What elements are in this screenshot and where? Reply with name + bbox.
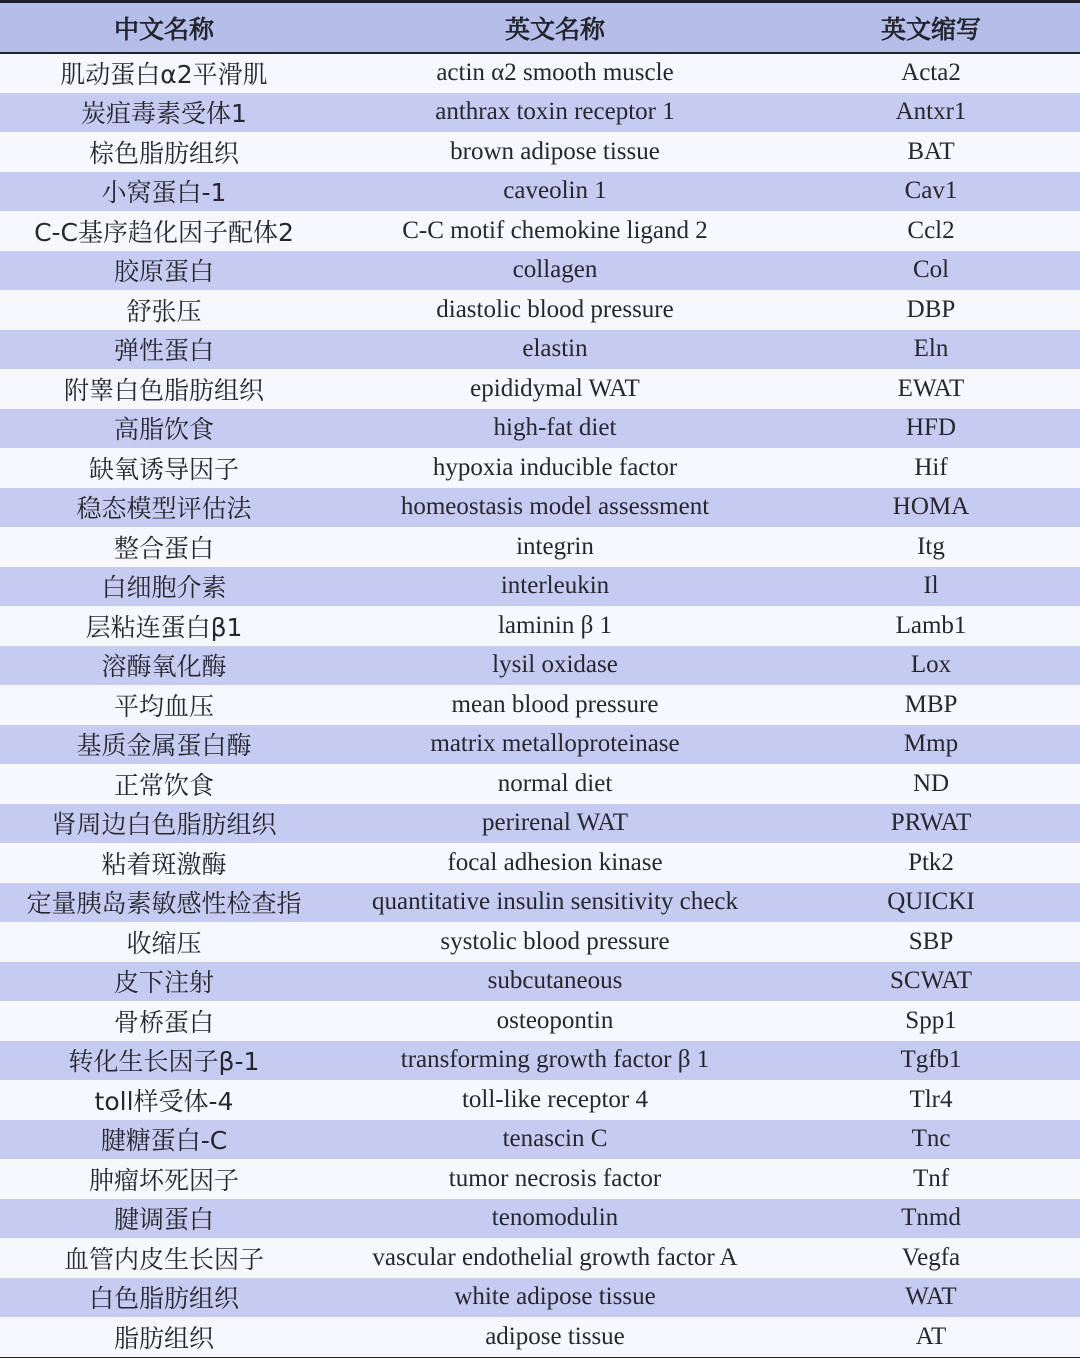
cell-abbreviation: AT [915, 1322, 947, 1350]
cell-abbreviation: DBP [906, 295, 956, 323]
table-row [0, 685, 1080, 725]
cell-abbreviation: Vegfa [901, 1243, 961, 1271]
table-row [0, 251, 1080, 291]
header-row [0, 3, 1080, 53]
table-row [0, 1238, 1080, 1278]
cell-abbreviation: ND [912, 769, 950, 797]
cell-abbreviation: Lox [910, 651, 952, 679]
cell-english-name: integrin [516, 532, 594, 560]
cell-abbreviation: HFD [905, 414, 956, 442]
cell-abbreviation: Spp1 [905, 1006, 957, 1034]
table-row [0, 290, 1080, 330]
cell-chinese-name: 舒张压 [126, 296, 202, 326]
cell-english-name: mean blood pressure [451, 690, 659, 718]
cell-abbreviation: Ptk2 [908, 848, 954, 876]
cell-english-name: diastolic blood pressure [436, 295, 674, 323]
cell-abbreviation: QUICKI [887, 888, 975, 916]
cell-abbreviation: Tnc [911, 1125, 951, 1153]
table-header [0, 3, 1080, 53]
cell-english-name: transforming growth factor β 1 [400, 1046, 710, 1074]
cell-chinese-name: 缺氧诱导因子 [88, 454, 239, 484]
cell-english-name: interleukin [500, 572, 610, 600]
table-row [0, 725, 1080, 765]
cell-chinese-name: toll样受体-4 [94, 1086, 234, 1116]
cell-english-name: tenomodulin [491, 1204, 619, 1232]
table-row [0, 1199, 1080, 1239]
table-row [0, 883, 1080, 923]
cell-english-name: tenascin C [502, 1125, 608, 1153]
cell-chinese-name: 小窝蛋白-1 [101, 178, 227, 208]
table-row [0, 1001, 1080, 1041]
cell-abbreviation: EWAT [897, 374, 965, 402]
cell-english-name: collagen [512, 256, 598, 284]
cell-chinese-name: 脂肪组织 [113, 1323, 214, 1353]
cell-abbreviation: Cav1 [904, 177, 958, 205]
cell-abbreviation: Hif [914, 453, 948, 481]
cell-english-name: tumor necrosis factor [448, 1164, 662, 1192]
cell-abbreviation: SCWAT [890, 967, 972, 995]
cell-english-name: focal adhesion kinase [447, 848, 663, 876]
cell-abbreviation: PRWAT [890, 809, 972, 837]
cell-abbreviation: Il [923, 572, 939, 600]
cell-abbreviation: Acta2 [901, 59, 961, 87]
cell-english-name: adipose tissue [485, 1322, 625, 1350]
cell-english-name: osteopontin [496, 1006, 614, 1034]
table-body [0, 53, 1080, 1357]
table-row [0, 172, 1080, 212]
cell-abbreviation: SBP [908, 927, 954, 955]
cell-english-name: subcutaneous [487, 967, 623, 995]
cell-english-name: vascular endothelial growth factor A [372, 1243, 738, 1271]
cell-chinese-name: 胶原蛋白 [113, 257, 214, 287]
cell-abbreviation: Mmp [903, 730, 959, 758]
cell-chinese-name: 肾周边白色脂肪组织 [51, 810, 277, 840]
cell-abbreviation: BAT [907, 137, 955, 165]
table-row [0, 330, 1080, 370]
cell-abbreviation: Antxr1 [895, 98, 967, 126]
table-row [0, 53, 1080, 93]
cell-chinese-name: 肿瘤坏死因子 [88, 1165, 239, 1195]
cell-abbreviation: Tgfb1 [900, 1046, 962, 1074]
cell-chinese-name: 腱调蛋白 [113, 1205, 214, 1235]
header-english-abbreviation: 英文缩写 [782, 3, 1080, 53]
cell-english-name: elastin [522, 335, 588, 363]
cell-english-name: systolic blood pressure [440, 927, 670, 955]
cell-english-name: hypoxia inducible factor [432, 453, 678, 481]
table-row [0, 1278, 1080, 1318]
cell-chinese-name: 转化生长因子β-1 [68, 1047, 260, 1077]
cell-chinese-name: 层粘连蛋白β1 [85, 612, 243, 642]
cell-english-name: quantitative insulin sensitivity check [372, 888, 738, 916]
cell-chinese-name: 白细胞介素 [101, 573, 227, 603]
table-row [0, 1317, 1080, 1357]
cell-chinese-name: 整合蛋白 [113, 533, 214, 563]
cell-abbreviation: Ccl2 [907, 216, 955, 244]
cell-chinese-name: 血管内皮生长因子 [63, 1244, 264, 1274]
table-row [0, 1159, 1080, 1199]
cell-abbreviation: HOMA [892, 493, 970, 521]
cell-english-name: laminin β 1 [497, 611, 613, 639]
cell-english-name: epididymal WAT [470, 374, 640, 402]
cell-abbreviation: WAT [905, 1283, 957, 1311]
cell-abbreviation: Tlr4 [909, 1085, 953, 1113]
cell-chinese-name: 粘着斑激酶 [101, 849, 227, 879]
cell-chinese-name: 溶酶氧化酶 [101, 652, 227, 682]
cell-chinese-name: 皮下注射 [113, 968, 214, 998]
cell-english-name: anthrax toxin receptor 1 [435, 98, 675, 126]
cell-abbreviation: Tnf [912, 1164, 950, 1192]
cell-english-name: normal diet [497, 769, 613, 797]
table-row [0, 843, 1080, 883]
table-row [0, 93, 1080, 133]
cell-chinese-name: 附睾白色脂肪组织 [63, 375, 264, 405]
header-english-name: 英文名称 [328, 3, 782, 53]
cell-abbreviation: Eln [913, 335, 949, 363]
cell-english-name: caveolin 1 [503, 177, 607, 205]
cell-english-name: homeostasis model assessment [400, 493, 710, 521]
table-row [0, 764, 1080, 804]
cell-chinese-name: 肌动蛋白α2平滑肌 [60, 60, 268, 90]
cell-chinese-name: 骨桥蛋白 [113, 1007, 214, 1037]
table-row [0, 567, 1080, 607]
cell-chinese-name: 腱糖蛋白-C [100, 1126, 228, 1156]
cell-chinese-name: 高脂饮食 [113, 415, 214, 445]
cell-english-name: actin α2 smooth muscle [436, 59, 674, 87]
cell-abbreviation: Tnmd [901, 1204, 961, 1232]
cell-chinese-name: 基质金属蛋白酶 [76, 731, 252, 761]
table-row [0, 448, 1080, 488]
cell-abbreviation: Col [912, 256, 950, 284]
cell-english-name: lysil oxidase [492, 651, 618, 679]
cell-chinese-name: 白色脂肪组织 [88, 1284, 239, 1314]
table-row [0, 369, 1080, 409]
table-row [0, 962, 1080, 1002]
table-row [0, 211, 1080, 251]
cell-english-name: white adipose tissue [454, 1283, 656, 1311]
table-row [0, 606, 1080, 646]
cell-english-name: matrix metalloproteinase [430, 730, 680, 758]
table-row [0, 132, 1080, 172]
cell-abbreviation: Itg [917, 532, 945, 560]
table-row [0, 527, 1080, 567]
cell-english-name: C-C motif chemokine ligand 2 [402, 216, 708, 244]
table-row [0, 1041, 1080, 1081]
header-chinese-name: 中文名称 [0, 3, 328, 53]
cell-english-name: toll-like receptor 4 [461, 1085, 649, 1113]
cell-chinese-name: 棕色脂肪组织 [88, 138, 239, 168]
table-row [0, 646, 1080, 686]
table-row [0, 488, 1080, 528]
cell-chinese-name: C-C基序趋化因子配体2 [34, 217, 294, 247]
cell-chinese-name: 定量胰岛素敏感性检查指 [26, 889, 302, 919]
cell-abbreviation: Lamb1 [895, 611, 967, 639]
cell-abbreviation: MBP [904, 690, 958, 718]
cell-chinese-name: 稳态模型评估法 [76, 494, 252, 524]
cell-chinese-name: 收缩压 [126, 928, 202, 958]
cell-english-name: high-fat diet [493, 414, 617, 442]
cell-chinese-name: 平均血压 [113, 691, 214, 721]
table-row [0, 922, 1080, 962]
table-row [0, 1080, 1080, 1120]
cell-english-name: brown adipose tissue [450, 137, 660, 165]
table-row [0, 1120, 1080, 1160]
abbreviation-table [0, 3, 1080, 1357]
cell-chinese-name: 正常饮食 [113, 770, 214, 800]
cell-english-name: perirenal WAT [481, 809, 628, 837]
table-row [0, 804, 1080, 844]
cell-chinese-name: 炭疽毒素受体1 [81, 99, 247, 129]
cell-chinese-name: 弹性蛋白 [113, 336, 214, 366]
table-row [0, 409, 1080, 449]
